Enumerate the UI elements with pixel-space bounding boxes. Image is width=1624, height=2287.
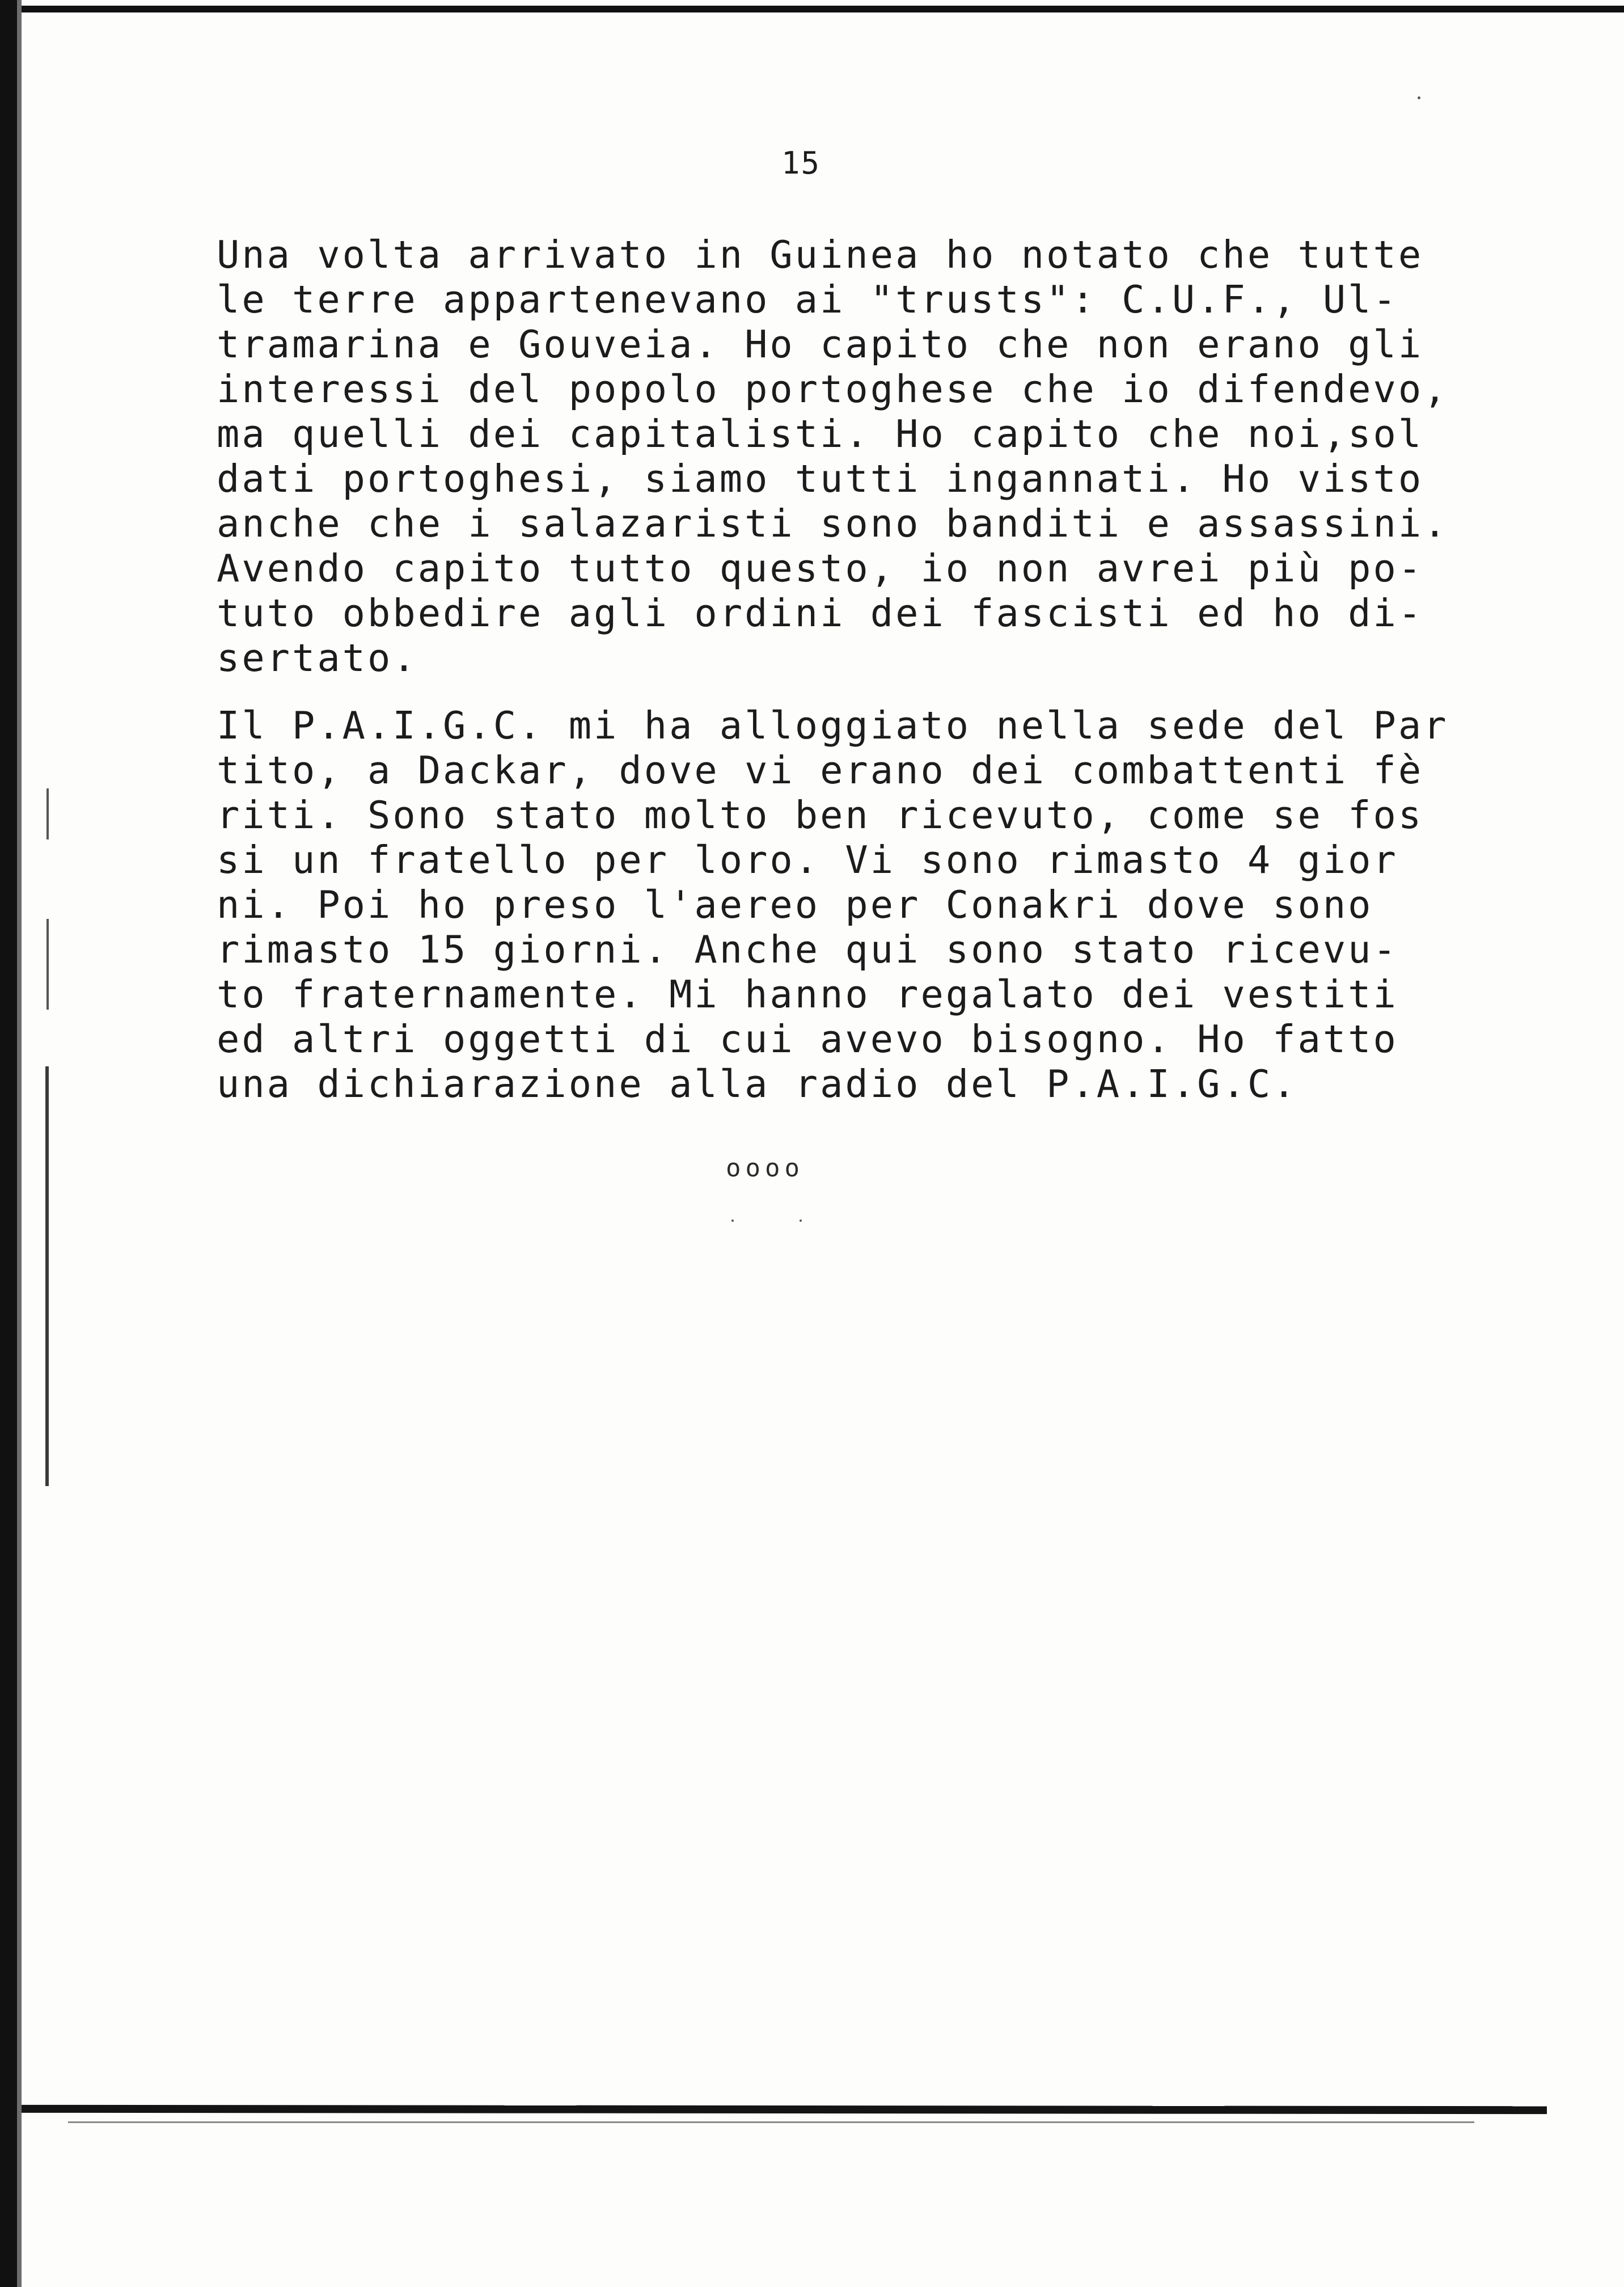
text-line: dati portoghesi, siamo tutti ingannati. Ho visto bbox=[217, 457, 1424, 501]
text-line: una dichiarazione alla radio del P.A.I.G.C. bbox=[217, 1062, 1298, 1106]
text-line: tuto obbedire agli ordini dei fascisti ed ho di- bbox=[217, 591, 1424, 635]
text-line: rimasto 15 giorni. Anche qui sono stato ricevu- bbox=[217, 927, 1398, 972]
text-line: tito, a Dackar, dove vi erano dei combattenti fè bbox=[217, 748, 1424, 792]
text-line: riti. Sono stato molto ben ricevuto, come se fos bbox=[217, 793, 1424, 837]
text-line: anche che i salazaristi sono banditi e assassini. bbox=[217, 501, 1449, 546]
scan-dot bbox=[800, 1220, 802, 1222]
bottom-rule-thin bbox=[68, 2121, 1474, 2123]
text-line: ni. Poi ho preso l'aereo per Conakri dove sono bbox=[217, 883, 1373, 927]
scan-speck bbox=[46, 919, 49, 1010]
text-line: tramarina e Gouveia. Ho capito che non erano gli bbox=[217, 322, 1424, 366]
text-line: Una volta arrivato in Guinea ho notato che tutte bbox=[217, 233, 1424, 277]
paragraph-2 bbox=[217, 703, 1449, 1107]
scan-edge-left bbox=[0, 0, 17, 2287]
text-line: Avendo capito tutto questo, io non avrei più po- bbox=[217, 546, 1424, 590]
end-mark: oooo bbox=[726, 1154, 804, 1183]
text-line: sertato. bbox=[217, 636, 418, 680]
scan-edge-top bbox=[0, 6, 1624, 12]
paragraph-1 bbox=[217, 233, 1449, 681]
text-line: ma quelli dei capitalisti. Ho capito che noi,sol bbox=[217, 412, 1424, 456]
text-line: to fraternamente. Mi hanno regalato dei vestiti bbox=[217, 972, 1398, 1016]
scan-edge-shadow bbox=[17, 0, 22, 2287]
scan-speck bbox=[45, 1066, 49, 1486]
text-line: ed altri oggetti di cui avevo bisogno. Ho fatto bbox=[217, 1017, 1398, 1061]
bottom-rule-thick bbox=[22, 2105, 1547, 2114]
text-line: si un fratello per loro. Vi sono rimasto 4 gior bbox=[217, 838, 1398, 882]
text-line: le terre appartenevano ai "trusts": C.U.F., Ul- bbox=[217, 277, 1398, 322]
scan-speck bbox=[46, 788, 49, 839]
scan-dot bbox=[731, 1220, 734, 1222]
text-line: Il P.A.I.G.C. mi ha alloggiato nella sede del Par bbox=[217, 703, 1449, 748]
page-number: 15 bbox=[781, 145, 821, 181]
text-line: interessi del popolo portoghese che io difendevo, bbox=[217, 367, 1449, 411]
scan-dot bbox=[1418, 96, 1420, 99]
